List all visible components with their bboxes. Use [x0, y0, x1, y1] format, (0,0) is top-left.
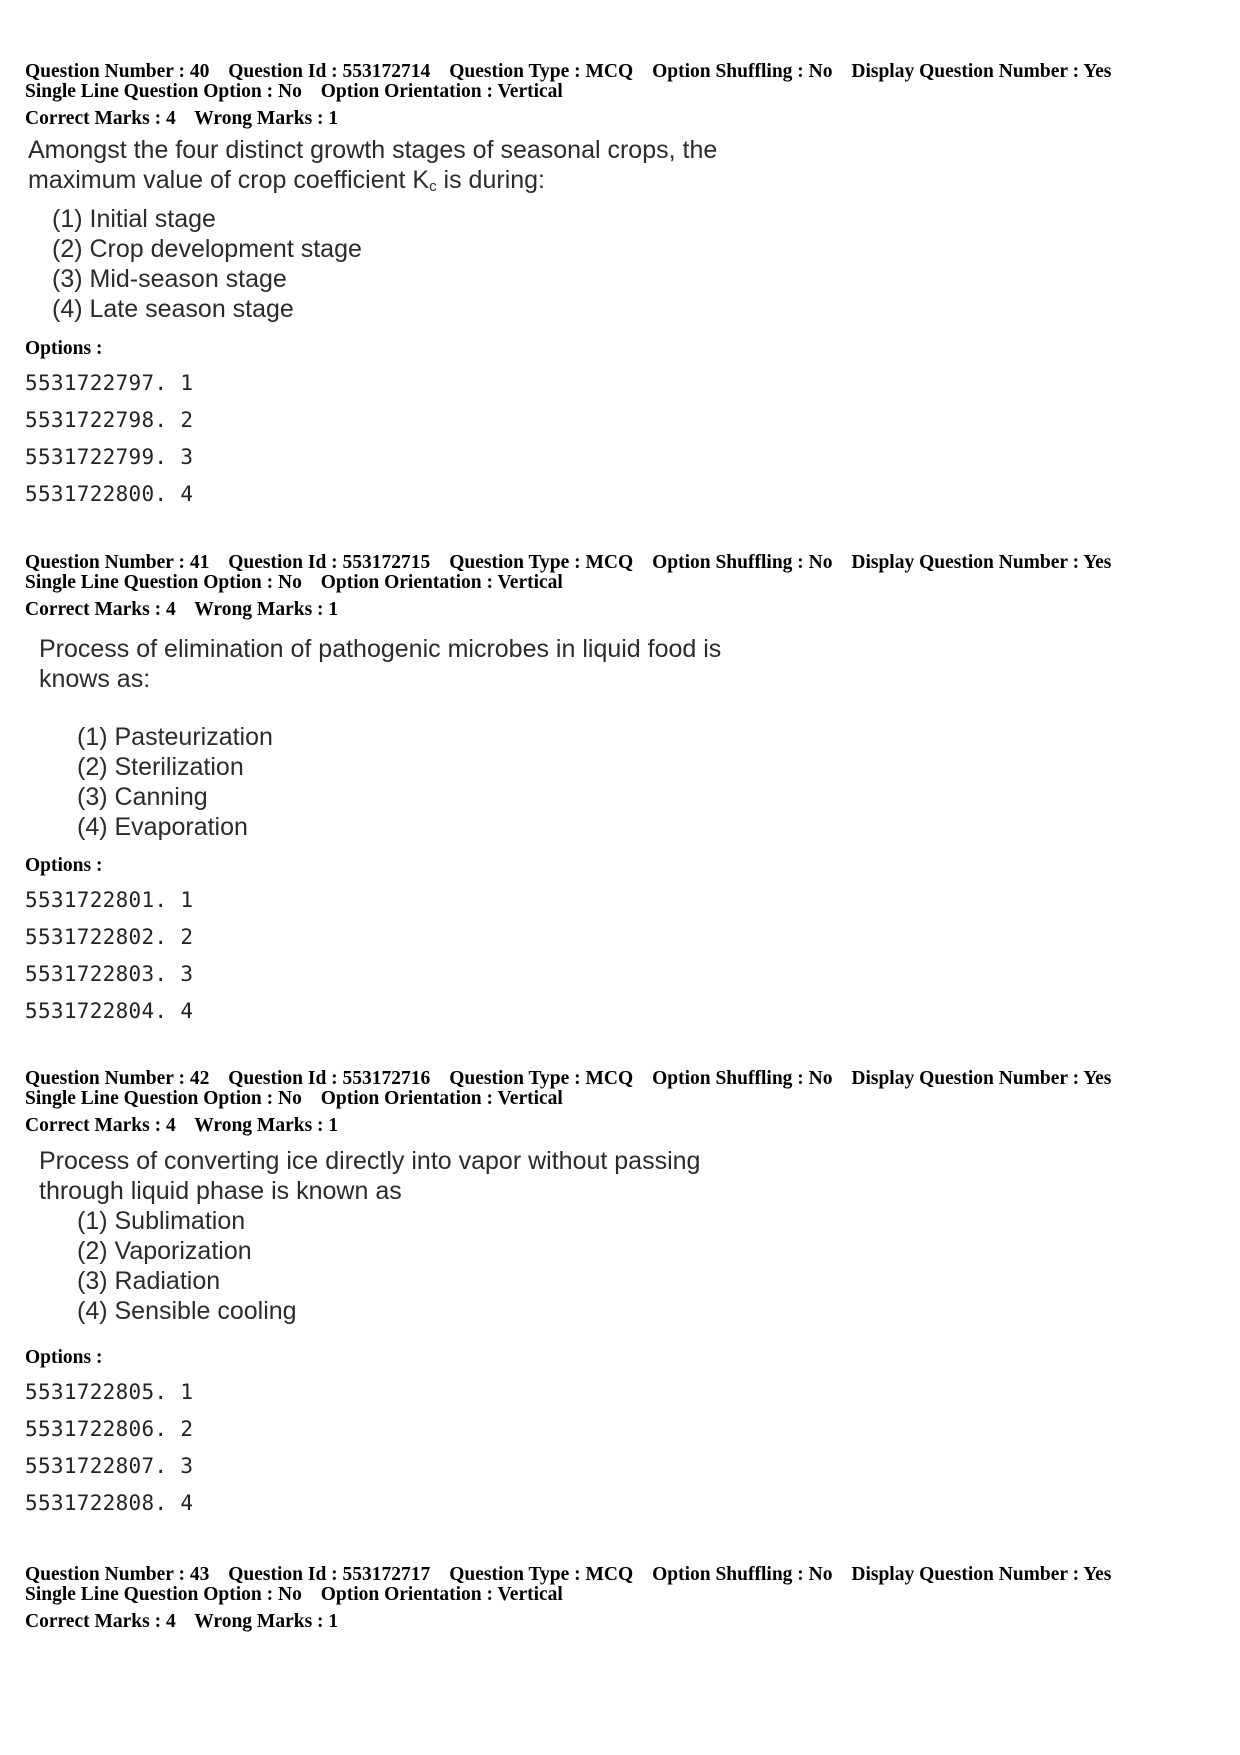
wrong-marks: Wrong Marks : 1 — [194, 1611, 339, 1632]
question-meta-line — [25, 1565, 1215, 1585]
display-question-number: Display Question Number : Yes — [851, 1564, 1112, 1585]
question-number: Question Number : 42 — [25, 1068, 210, 1089]
question-id: Question Id : 553172717 — [228, 1564, 431, 1585]
question-choices — [52, 204, 1215, 324]
question-type: Question Type : MCQ — [449, 61, 634, 82]
question-block-42 — [25, 1069, 1215, 1522]
question-choice: (4) Sensible cooling — [77, 1297, 297, 1325]
question-choices — [77, 1206, 1215, 1326]
options-list — [25, 882, 1215, 1030]
option-item: 5531722798. 2 — [25, 408, 194, 432]
option-shuffling: Option Shuffling : No — [652, 1068, 833, 1089]
question-choice: (1) Initial stage — [52, 205, 216, 233]
option-item: 5531722807. 3 — [25, 1454, 194, 1478]
wrong-marks: Wrong Marks : 1 — [194, 1115, 339, 1136]
question-content — [25, 1146, 1215, 1326]
question-number: Question Number : 43 — [25, 1564, 210, 1585]
kc-subscript: c — [429, 178, 437, 195]
question-meta-line-2 — [25, 573, 1215, 593]
single-line-option: Single Line Question Option : No — [25, 1584, 302, 1605]
question-meta-line — [25, 553, 1215, 573]
question-meta-line — [25, 1069, 1215, 1089]
question-id: Question Id : 553172715 — [228, 552, 431, 573]
correct-marks: Correct Marks : 4 — [25, 599, 176, 620]
question-text-line: Amongst the four distinct growth stages of seasonal crops, the — [28, 136, 718, 164]
option-item: 5531722801. 1 — [25, 888, 194, 912]
marks-line — [25, 109, 1215, 129]
question-type: Question Type : MCQ — [449, 1068, 634, 1089]
question-block-41 — [25, 553, 1215, 1030]
option-orientation: Option Orientation : Vertical — [320, 81, 563, 102]
option-item: 5531722799. 3 — [25, 445, 194, 469]
option-item: 5531722808. 4 — [25, 1491, 194, 1515]
question-choice: (2) Sterilization — [77, 753, 244, 781]
option-item: 5531722802. 2 — [25, 925, 194, 949]
correct-marks: Correct Marks : 4 — [25, 108, 176, 129]
options-list — [25, 1374, 1215, 1522]
question-choice: (2) Crop development stage — [52, 235, 362, 263]
question-content — [25, 135, 1215, 324]
option-shuffling: Option Shuffling : No — [652, 1564, 833, 1585]
question-type: Question Type : MCQ — [449, 552, 634, 573]
wrong-marks: Wrong Marks : 1 — [194, 108, 339, 129]
option-shuffling: Option Shuffling : No — [652, 61, 833, 82]
question-meta-line-2 — [25, 1089, 1215, 1109]
display-question-number: Display Question Number : Yes — [851, 1068, 1112, 1089]
correct-marks: Correct Marks : 4 — [25, 1611, 176, 1632]
marks-line — [25, 1612, 1215, 1632]
question-choice: (1) Sublimation — [77, 1207, 246, 1235]
options-label: Options : — [25, 1347, 103, 1368]
question-text-line: Process of elimination of pathogenic microbes in liquid food is — [39, 635, 722, 663]
option-shuffling: Option Shuffling : No — [652, 552, 833, 573]
single-line-option: Single Line Question Option : No — [25, 572, 302, 593]
question-meta-line-2 — [25, 82, 1215, 102]
question-choice: (3) Mid-season stage — [52, 265, 287, 293]
options-label: Options : — [25, 855, 103, 876]
question-choice: (2) Vaporization — [77, 1237, 252, 1265]
marks-line — [25, 600, 1215, 620]
question-number: Question Number : 41 — [25, 552, 210, 573]
question-choice: (3) Radiation — [77, 1267, 221, 1295]
question-choice: (3) Canning — [77, 783, 208, 811]
option-item: 5531722800. 4 — [25, 482, 194, 506]
option-item: 5531722804. 4 — [25, 999, 194, 1023]
display-question-number: Display Question Number : Yes — [851, 552, 1112, 573]
options-list — [25, 365, 1215, 513]
option-item: 5531722805. 1 — [25, 1380, 194, 1404]
option-orientation: Option Orientation : Vertical — [320, 1584, 563, 1605]
question-block-43 — [25, 1565, 1215, 1632]
question-type: Question Type : MCQ — [449, 1564, 634, 1585]
option-orientation: Option Orientation : Vertical — [320, 572, 563, 593]
question-id: Question Id : 553172714 — [228, 61, 431, 82]
question-number: Question Number : 40 — [25, 61, 210, 82]
question-choices — [77, 722, 1215, 842]
question-content — [25, 634, 1215, 842]
question-block-40 — [25, 62, 1215, 513]
question-choice: (1) Pasteurization — [77, 723, 273, 751]
option-orientation: Option Orientation : Vertical — [320, 1088, 563, 1109]
display-question-number: Display Question Number : Yes — [851, 61, 1112, 82]
question-choice: (4) Late season stage — [52, 295, 294, 323]
options-label: Options : — [25, 338, 103, 359]
question-meta-line-2 — [25, 1585, 1215, 1605]
question-text-line: Process of converting ice directly into vapor without passing — [39, 1147, 701, 1175]
question-text-line: through liquid phase is known as — [39, 1177, 402, 1205]
correct-marks: Correct Marks : 4 — [25, 1115, 176, 1136]
single-line-option: Single Line Question Option : No — [25, 1088, 302, 1109]
question-text-line: maximum value of crop coefficient $K_c$ is during: — [28, 166, 545, 195]
question-meta-line — [25, 62, 1215, 82]
question-choice: (4) Evaporation — [77, 813, 248, 841]
option-item: 5531722806. 2 — [25, 1417, 194, 1441]
question-id: Question Id : 553172716 — [228, 1068, 431, 1089]
question-text-line: knows as: — [39, 665, 151, 693]
single-line-option: Single Line Question Option : No — [25, 81, 302, 102]
wrong-marks: Wrong Marks : 1 — [194, 599, 339, 620]
option-item: 5531722797. 1 — [25, 371, 194, 395]
option-item: 5531722803. 3 — [25, 962, 194, 986]
marks-line — [25, 1116, 1215, 1136]
